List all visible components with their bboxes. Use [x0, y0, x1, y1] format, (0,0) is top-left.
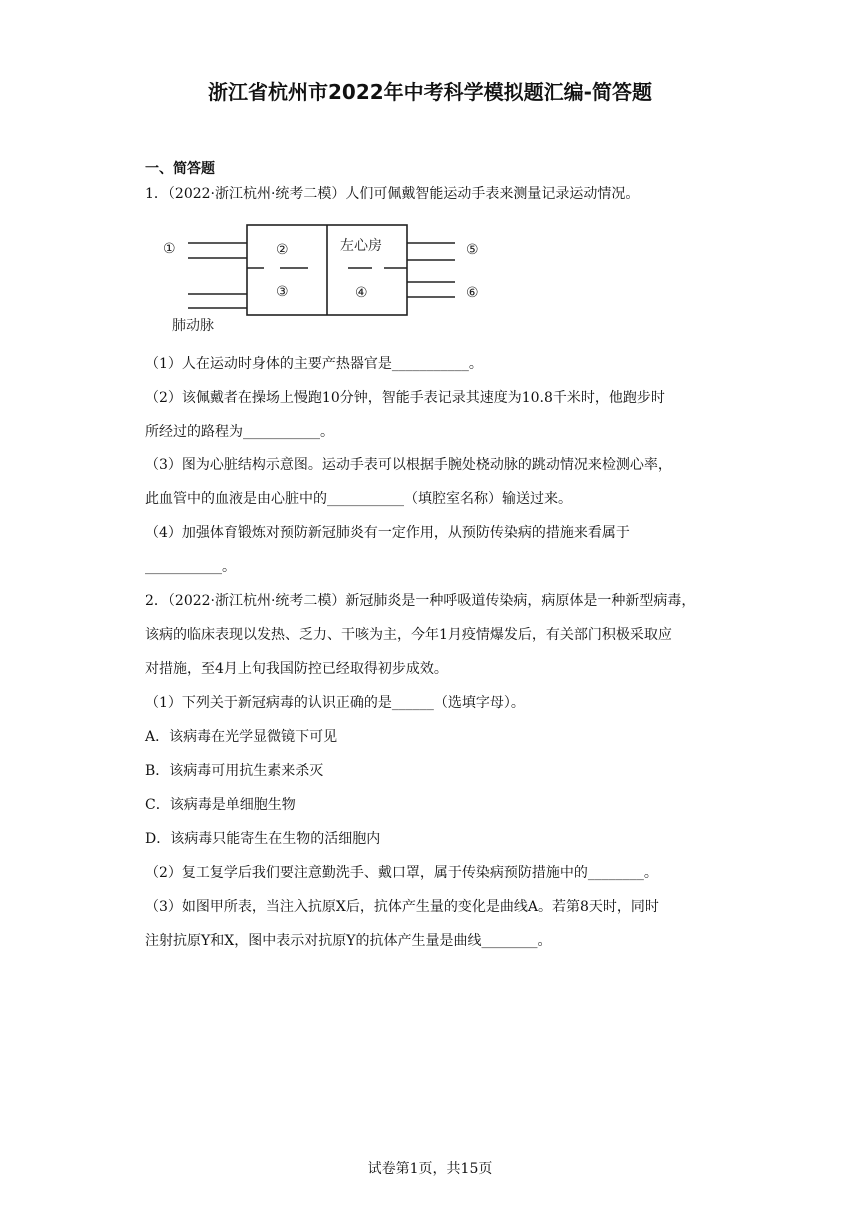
q1-stem: 1．（2022·浙江杭州·统考二模）人们可佩戴智能运动手表来测量记录运动情况。 [145, 186, 640, 202]
q2-stem-c: 对措施，至4月上旬我国防控已经取得初步成效。 [145, 661, 448, 677]
q1-part3-b: 此血管中的血液是由心脏中的___________（填腔室名称）输送过来。 [145, 491, 572, 507]
q2-option-a: A．该病毒在光学显微镜下可见 [145, 729, 338, 745]
q2-part2: （2）复工复学后我们要注意勤洗手、戴口罩，属于传染病预防措施中的________。 [145, 865, 658, 881]
heart-structure-diagram [160, 222, 500, 334]
label-left-atrium: 左心房 [340, 238, 382, 254]
label-3: ③ [276, 284, 289, 300]
page-title: 浙江省杭州市2022年中考科学模拟题汇编-简答题 [208, 80, 652, 104]
q2-stem-a: 2．（2022·浙江杭州·统考二模）新冠肺炎是一种呼吸道传染病，病原体是一种新型病毒， [145, 593, 696, 609]
q1-part2-b: 所经过的路程为___________。 [145, 424, 334, 440]
label-pulmonary-artery: 肺动脉 [172, 318, 214, 334]
q2-part1: （1）下列关于新冠病毒的认识正确的是______（选填字母）。 [145, 695, 525, 711]
label-4: ④ [355, 285, 368, 301]
label-1: ① [163, 241, 176, 257]
label-2: ② [276, 242, 289, 258]
q2-option-c: C．该病毒是单细胞生物 [145, 797, 296, 813]
q1-part1: （1）人在运动时身体的主要产热器官是___________。 [145, 356, 483, 372]
q1-part2-a: （2）该佩戴者在操场上慢跑10分钟，智能手表记录其速度为10.8千米时，他跑步时 [145, 390, 665, 406]
q1-part4-b: ___________。 [145, 559, 236, 575]
q2-option-b: B．该病毒可用抗生素来杀灭 [145, 763, 324, 779]
page-footer: 试卷第1页，共15页 [367, 1161, 493, 1177]
q2-part3-b: 注射抗原Y和X，图中表示对抗原Y的抗体产生量是曲线________。 [145, 933, 552, 949]
q1-part4-a: （4）加强体育锻炼对预防新冠肺炎有一定作用，从预防传染病的措施来看属于 [145, 525, 630, 541]
section-heading: 一、简答题 [145, 161, 215, 177]
label-6: ⑥ [466, 285, 479, 301]
q1-part3-a: （3）图为心脏结构示意图。运动手表可以根据手腕处桡动脉的跳动情况来检测心率， [145, 457, 672, 473]
q2-stem-b: 该病的临床表现以发热、乏力、干咳为主，今年1月疫情爆发后，有关部门积极采取应 [145, 627, 672, 643]
q2-part3-a: （3）如图甲所表，当注入抗原X后，抗体产生量的变化是曲线A。若第8天时，同时 [145, 899, 659, 915]
q2-option-d: D．该病毒只能寄生在生物的活细胞内 [145, 831, 381, 847]
label-5: ⑤ [466, 242, 479, 258]
